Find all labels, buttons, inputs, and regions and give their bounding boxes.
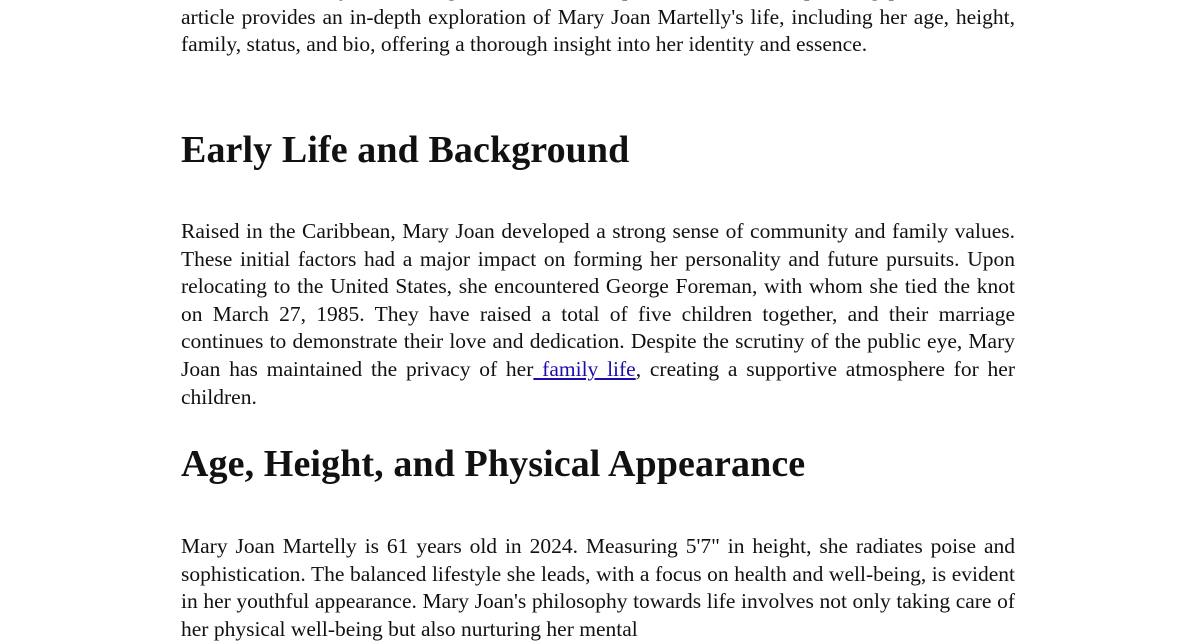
early-life-text: Raised in the Caribbean, Mary Joan developed a strong sense of community and family values. These initial factors had a major impact on forming her personality and future pursuits. Upon relocating to the United States, she encountered George Foreman, with whom she tied the knot on March 27, 1985. They have raised a total of five children together, and their marriage continues to demonstrate their love and dedication. Despite the scrutiny of the public eye, Mary Joan has maintained the privacy of her: [181, 219, 1015, 381]
intro-paragraph: [181, 0, 1015, 59]
heading-age-height: Age, Height, and Physical Appearance: [181, 443, 806, 485]
early-life-text-end: , creating a supportive atmosphere for her children.: [181, 356, 1015, 409]
intro-line-cut: [181, 0, 880, 1]
intro-text: article provides an in-depth exploration of Mary Joan Martelly's life, including her age, height, family, status, and bio, offering a thorough insight into her identity and essence.: [181, 4, 1015, 57]
family-life-link[interactable]: family life: [533, 356, 636, 381]
early-life-paragraph: [181, 218, 1015, 411]
age-height-paragraph: Mary Joan Martelly is 61 years old in 2024. Measuring 5'7" in height, she radiates poise and sophistication. The balanced lifestyle she leads, with a focus on health and well-being, is evident in her youthful appearance. Mary Joan's philosophy towards life involves not only taking care of her physical well-being but also nurturing her mental: [181, 534, 1015, 641]
heading-early-life: Early Life and Background: [181, 129, 630, 171]
